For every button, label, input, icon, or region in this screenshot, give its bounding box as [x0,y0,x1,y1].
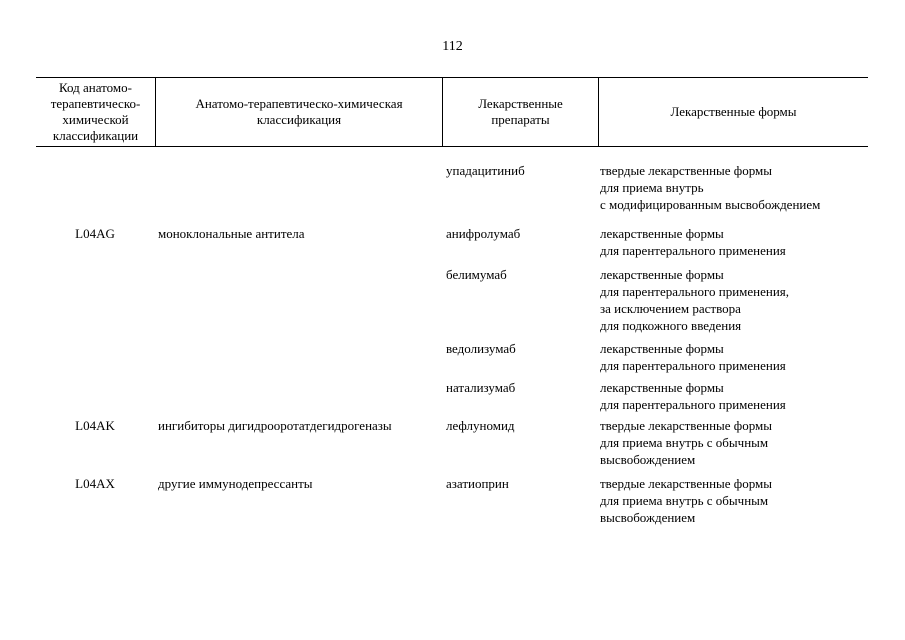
dosage-form: твердые лекарственные формы для приема внутрь с модифицированным высвобождением [600,163,821,212]
dosage-form: лекарственные формы для парентерального применения [600,380,786,412]
drug-name: белимумаб [446,267,507,282]
dosage-form: лекарственные формы для парентерального применения, за исключением раствора для подкожного введения [600,267,790,333]
header-forms-cell [599,77,868,146]
header-code-cell [36,77,155,146]
header-drugs: Лекарственные препараты [478,95,563,127]
atc-name: другие иммунодепрессанты [158,476,313,491]
drug-name: упадацитиниб [446,163,525,178]
atc-code: L04AG [75,226,115,241]
dosage-form: твердые лекарственные формы для приема внутрь с обычным высвобождением [600,476,772,525]
dosage-form: лекарственные формы для парентерального применения [600,341,786,373]
dosage-form: лекарственные формы для парентерального применения [600,226,786,258]
dosage-form: твердые лекарственные формы для приема внутрь с обычным высвобождением [600,418,772,467]
atc-code: L04AX [75,476,115,491]
header-classification: Анатомо-терапевтическо-химическая классификация [195,95,403,127]
header-forms: Лекарственные формы [670,103,797,119]
atc-code: L04AK [75,418,115,433]
drug-name: ведолизумаб [446,341,516,356]
header-bottom-rule [36,146,868,147]
atc-name: моноклональные антитела [158,226,305,241]
header-class-cell [156,77,442,146]
header-drugs-cell [443,77,598,146]
atc-name: ингибиторы дигидрооротатдегидрогеназы [158,418,392,433]
header-code: Код анатомо- терапевтическо- химической классификации [50,79,141,143]
drug-name: лефлуномид [446,418,515,433]
drug-name: анифролумаб [446,226,521,241]
drug-name: азатиоприн [446,476,509,491]
drug-name: натализумаб [446,380,516,395]
page-number: 112 [442,39,463,54]
